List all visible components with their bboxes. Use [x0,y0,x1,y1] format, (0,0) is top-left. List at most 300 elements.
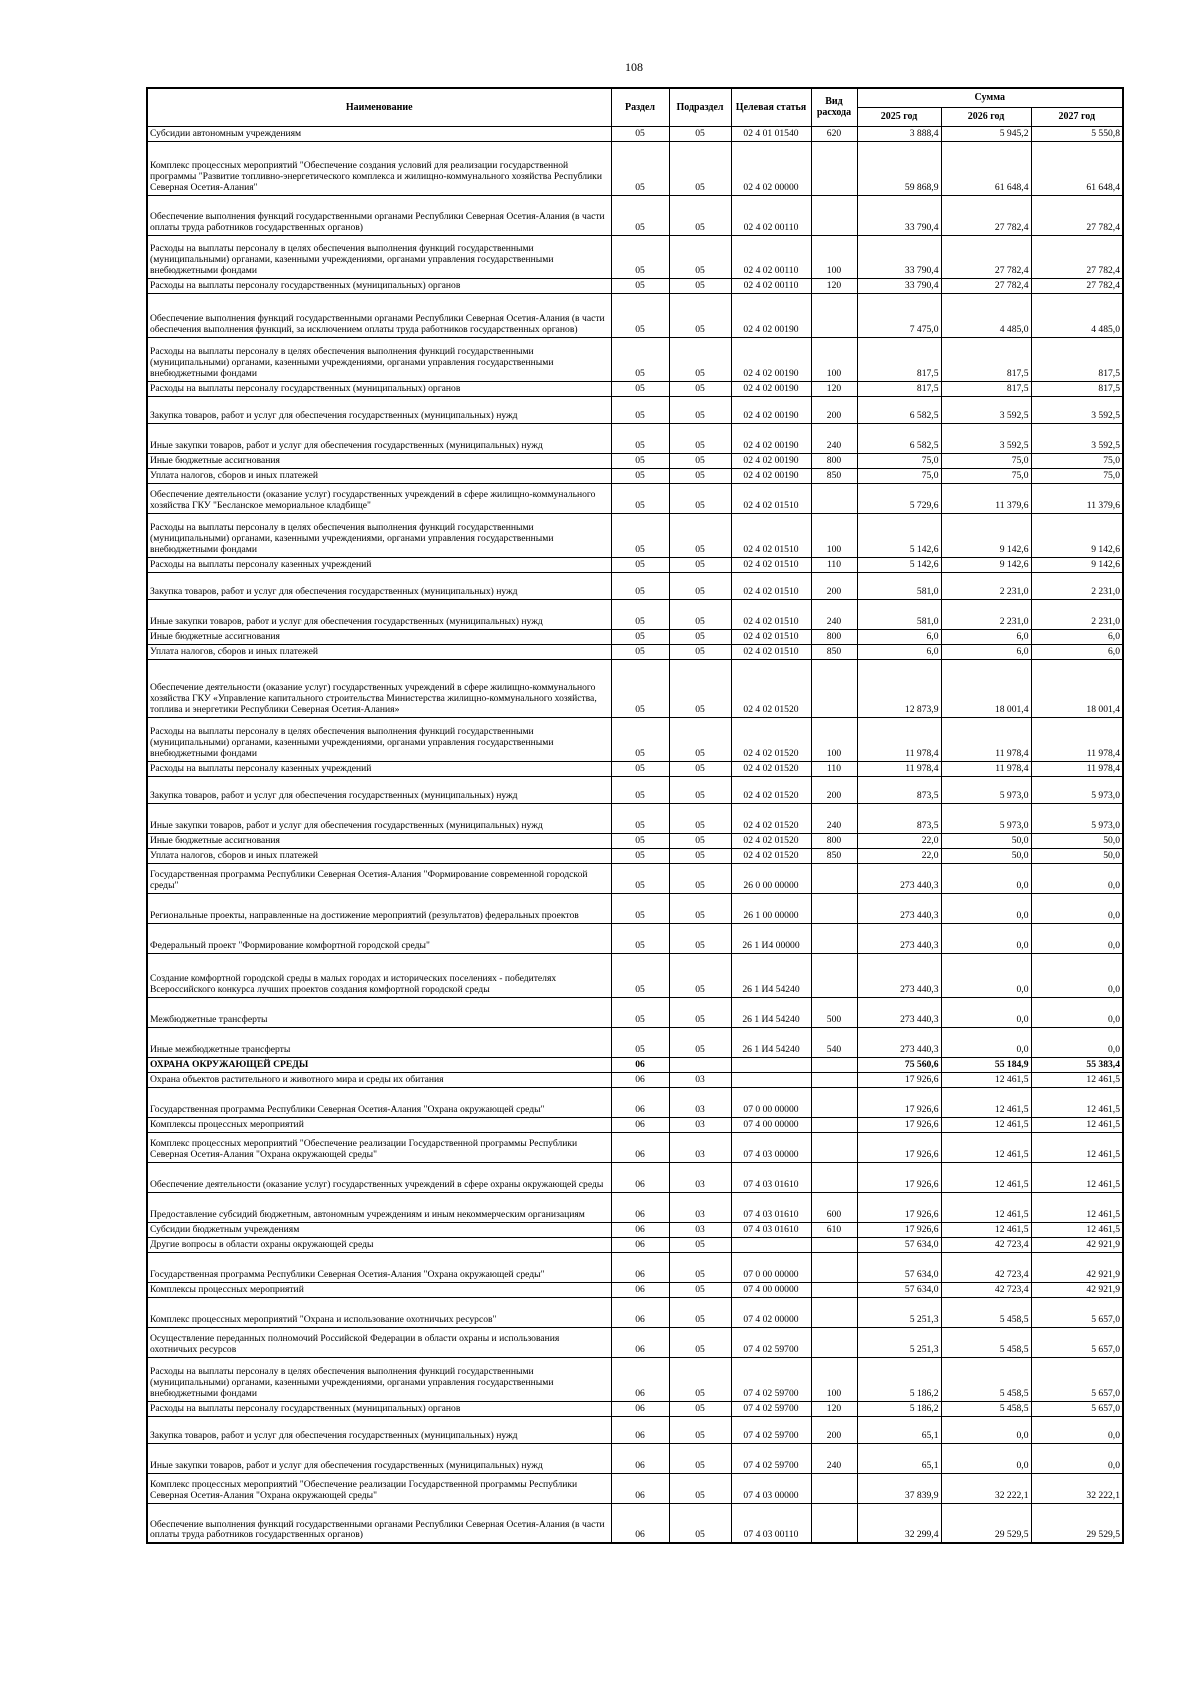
cell-2027: 29 529,5 [1031,1503,1123,1543]
cell-2025: 3 888,4 [857,126,941,141]
cell-section: 05 [611,572,669,599]
cell-name: Расходы на выплаты персоналу в целях обеспечения выполнения функций государственными (муниципальными) органами, казенными учреждениями, органами управления государственными внебюджетными фондами [147,513,611,557]
cell-2027: 817,5 [1031,381,1123,396]
cell-subsection: 05 [669,1473,731,1503]
cell-subsection: 05 [669,1401,731,1416]
cell-name: Расходы на выплаты персоналу в целях обеспечения выполнения функций государственными (муниципальными) органами, казенными учреждениями, органами управления государственными внебюджетными фондами [147,337,611,381]
cell-subsection: 05 [669,1282,731,1297]
cell-section: 05 [611,337,669,381]
cell-2026: 0,0 [941,923,1031,953]
cell-name: Комплекс процессных мероприятий "Обеспечение реализации Государственной программы Республики Северная Осетия-Алания "Охрана окружающей среды" [147,1473,611,1503]
table-row [147,1401,1123,1416]
table-row [147,513,1123,557]
cell-name: ОХРАНА ОКРУЖАЮЩЕЙ СРЕДЫ [147,1057,611,1072]
cell-name: Федеральный проект "Формирование комфортной городской среды" [147,923,611,953]
cell-2026: 11 379,6 [941,483,1031,513]
cell-name: Расходы на выплаты персоналу в целях обеспечения выполнения функций государственными (муниципальными) органами, казенными учреждениями, органами управления государственными внебюджетными фондами [147,1357,611,1401]
cell-section: 05 [611,453,669,468]
cell-2027: 6,0 [1031,629,1123,644]
cell-section: 06 [611,1222,669,1237]
cell-2025: 33 790,4 [857,195,941,235]
cell-type [811,863,857,893]
table-row [147,1222,1123,1237]
cell-2027: 4 485,0 [1031,293,1123,337]
cell-section: 05 [611,644,669,659]
cell-2027: 0,0 [1031,953,1123,997]
cell-2027: 5 657,0 [1031,1297,1123,1327]
cell-subsection: 05 [669,761,731,776]
cell-subsection: 05 [669,848,731,863]
cell-name: Закупка товаров, работ и услуг для обеспечения государственных (муниципальных) нужд [147,572,611,599]
cell-target: 02 4 02 01520 [731,659,811,717]
cell-subsection: 05 [669,141,731,195]
cell-subsection: 05 [669,629,731,644]
table-row [147,659,1123,717]
table-row [147,644,1123,659]
cell-target: 07 4 03 01610 [731,1222,811,1237]
cell-2025: 32 299,4 [857,1503,941,1543]
cell-subsection: 05 [669,293,731,337]
table-row [147,1162,1123,1192]
cell-target: 07 4 03 00110 [731,1503,811,1543]
cell-section: 06 [611,1401,669,1416]
table-row [147,293,1123,337]
cell-subsection: 03 [669,1087,731,1117]
cell-2025: 273 440,3 [857,953,941,997]
cell-type [811,1057,857,1072]
cell-section: 05 [611,761,669,776]
cell-subsection: 03 [669,1222,731,1237]
cell-2026: 0,0 [941,863,1031,893]
cell-2026: 61 648,4 [941,141,1031,195]
cell-section: 06 [611,1297,669,1327]
cell-subsection: 05 [669,923,731,953]
table-row [147,396,1123,423]
cell-type [811,1132,857,1162]
cell-name: Уплата налогов, сборов и иных платежей [147,848,611,863]
cell-target: 02 4 02 00190 [731,468,811,483]
cell-2025: 873,5 [857,803,941,833]
cell-2025: 75 560,6 [857,1057,941,1072]
cell-2027: 27 782,4 [1031,278,1123,293]
cell-subsection: 03 [669,1132,731,1162]
cell-2025: 17 926,6 [857,1132,941,1162]
table-row [147,761,1123,776]
cell-2025: 37 839,9 [857,1473,941,1503]
cell-name: Обеспечение деятельности (оказание услуг) государственных учреждений в сфере жилищно-коммунального хозяйства ГКУ "Бесланское мемориальное кладбище" [147,483,611,513]
cell-2027: 11 978,4 [1031,717,1123,761]
cell-section: 06 [611,1117,669,1132]
cell-2025: 5 729,6 [857,483,941,513]
table-row [147,278,1123,293]
cell-2027: 0,0 [1031,1443,1123,1473]
cell-2026: 5 458,5 [941,1327,1031,1357]
table-row [147,572,1123,599]
cell-subsection [669,1057,731,1072]
cell-section: 05 [611,717,669,761]
cell-section: 06 [611,1357,669,1401]
cell-2027: 0,0 [1031,893,1123,923]
cell-2025: 17 926,6 [857,1117,941,1132]
cell-target: 07 4 00 00000 [731,1117,811,1132]
cell-section: 05 [611,599,669,629]
cell-section: 06 [611,1057,669,1072]
cell-type [811,293,857,337]
cell-section: 06 [611,1416,669,1443]
cell-2025: 65,1 [857,1416,941,1443]
table-body [147,126,1123,1543]
table-row [147,863,1123,893]
cell-name: Предоставление субсидий бюджетным, автономным учреждениям и иным некоммерческим организациям [147,1192,611,1222]
cell-name: Иные закупки товаров, работ и услуг для обеспечения государственных (муниципальных) нужд [147,423,611,453]
cell-2025: 59 868,9 [857,141,941,195]
cell-2026: 5 945,2 [941,126,1031,141]
table-row [147,1327,1123,1357]
table-row [147,557,1123,572]
cell-2027: 12 461,5 [1031,1087,1123,1117]
table-row [147,423,1123,453]
cell-2027: 817,5 [1031,337,1123,381]
table-row [147,453,1123,468]
cell-target: 02 4 02 01510 [731,599,811,629]
cell-name: Комплекс процессных мероприятий "Обеспечение реализации Государственной программы Республики Северная Осетия-Алания "Охрана окружающей среды" [147,1132,611,1162]
cell-section: 06 [611,1443,669,1473]
header-subsection: Подраздел [669,88,731,126]
cell-name: Комплексы процессных мероприятий [147,1117,611,1132]
cell-2027: 9 142,6 [1031,513,1123,557]
cell-2026: 27 782,4 [941,278,1031,293]
cell-name: Иные бюджетные ассигнования [147,629,611,644]
cell-section: 05 [611,278,669,293]
table-row [147,1057,1123,1072]
cell-name: Государственная программа Республики Северная Осетия-Алания "Охрана окружающей среды" [147,1252,611,1282]
cell-2027: 0,0 [1031,863,1123,893]
cell-name: Комплексы процессных мероприятий [147,1282,611,1297]
cell-type [811,953,857,997]
cell-section: 05 [611,483,669,513]
cell-2025: 17 926,6 [857,1222,941,1237]
cell-target: 02 4 02 00190 [731,337,811,381]
table-row [147,1132,1123,1162]
cell-target: 02 4 02 00190 [731,381,811,396]
table-row [147,923,1123,953]
table-row [147,803,1123,833]
cell-2025: 57 634,0 [857,1252,941,1282]
cell-section: 05 [611,953,669,997]
cell-section: 05 [611,423,669,453]
cell-target: 26 1 И4 54240 [731,953,811,997]
table-row [147,776,1123,803]
cell-type [811,1327,857,1357]
cell-section: 05 [611,923,669,953]
cell-2026: 0,0 [941,1416,1031,1443]
cell-section: 05 [611,803,669,833]
cell-2027: 0,0 [1031,923,1123,953]
cell-type: 600 [811,1192,857,1222]
cell-type: 200 [811,396,857,423]
cell-name: Расходы на выплаты персоналу казенных учреждений [147,761,611,776]
cell-target: 02 4 02 01510 [731,644,811,659]
table-row [147,235,1123,278]
cell-section: 06 [611,1327,669,1357]
cell-section: 05 [611,1027,669,1057]
cell-name: Закупка товаров, работ и услуг для обеспечения государственных (муниципальных) нужд [147,1416,611,1443]
cell-type: 110 [811,761,857,776]
table-row [147,997,1123,1027]
cell-subsection: 03 [669,1192,731,1222]
cell-2027: 11 978,4 [1031,761,1123,776]
cell-type: 200 [811,572,857,599]
cell-2025: 273 440,3 [857,997,941,1027]
cell-2026: 18 001,4 [941,659,1031,717]
cell-2027: 3 592,5 [1031,423,1123,453]
cell-subsection: 05 [669,893,731,923]
cell-section: 06 [611,1072,669,1087]
header-sum: Сумма [857,88,1123,107]
cell-target: 26 1 И4 54240 [731,1027,811,1057]
cell-subsection: 05 [669,483,731,513]
cell-2027: 12 461,5 [1031,1117,1123,1132]
cell-2025: 581,0 [857,572,941,599]
cell-subsection: 05 [669,717,731,761]
cell-name: Межбюджетные трансферты [147,997,611,1027]
cell-2027: 5 657,0 [1031,1357,1123,1401]
cell-2025: 17 926,6 [857,1072,941,1087]
table-row [147,717,1123,761]
cell-section: 06 [611,1237,669,1252]
cell-name: Иные бюджетные ассигнования [147,453,611,468]
cell-target: 02 4 02 01510 [731,557,811,572]
cell-2025: 581,0 [857,599,941,629]
cell-type: 240 [811,423,857,453]
cell-type: 100 [811,235,857,278]
cell-subsection: 05 [669,1027,731,1057]
table-row [147,599,1123,629]
cell-name: Расходы на выплаты персоналу в целях обеспечения выполнения функций государственными (муниципальными) органами, казенными учреждениями, органами управления государственными внебюджетными фондами [147,717,611,761]
cell-section: 05 [611,468,669,483]
cell-target [731,1072,811,1087]
cell-name: Региональные проекты, направленные на достижение мероприятий (результатов) федеральных проектов [147,893,611,923]
cell-section: 05 [611,513,669,557]
budget-table [146,87,1124,1544]
cell-type: 800 [811,453,857,468]
cell-name: Обеспечение деятельности (оказание услуг) государственных учреждений в сфере охраны окружающей среды [147,1162,611,1192]
cell-type: 200 [811,1416,857,1443]
cell-2026: 0,0 [941,1443,1031,1473]
cell-name: Уплата налогов, сборов и иных платежей [147,468,611,483]
cell-2026: 42 723,4 [941,1237,1031,1252]
table-row [147,141,1123,195]
cell-2027: 0,0 [1031,997,1123,1027]
cell-type [811,1087,857,1117]
cell-name: Обеспечение выполнения функций государственными органами Республики Северная Осетия-Алания (в части оплаты труда работников государственных органов) [147,195,611,235]
cell-name: Расходы на выплаты персоналу казенных учреждений [147,557,611,572]
cell-2027: 3 592,5 [1031,396,1123,423]
cell-target: 02 4 02 00110 [731,195,811,235]
cell-target: 07 4 02 59700 [731,1443,811,1473]
header-year-2026: 2026 год [941,107,1031,126]
cell-type [811,659,857,717]
cell-type: 200 [811,776,857,803]
cell-type [811,1237,857,1252]
cell-2025: 75,0 [857,468,941,483]
cell-2026: 5 973,0 [941,776,1031,803]
cell-type [811,1473,857,1503]
cell-section: 05 [611,126,669,141]
cell-2027: 5 657,0 [1031,1327,1123,1357]
table-row [147,1237,1123,1252]
cell-type: 110 [811,557,857,572]
cell-subsection: 05 [669,644,731,659]
cell-section: 05 [611,557,669,572]
cell-type: 100 [811,1357,857,1401]
cell-subsection: 05 [669,953,731,997]
table-row [147,953,1123,997]
cell-section: 06 [611,1252,669,1282]
cell-section: 06 [611,1192,669,1222]
cell-2026: 27 782,4 [941,235,1031,278]
cell-subsection: 03 [669,1162,731,1192]
table-row [147,893,1123,923]
cell-2025: 273 440,3 [857,1027,941,1057]
header-type: Вид расхода [811,88,857,126]
cell-target: 07 4 02 59700 [731,1401,811,1416]
cell-target: 02 4 02 00190 [731,396,811,423]
table-row [147,1087,1123,1117]
cell-section: 06 [611,1503,669,1543]
cell-2027: 50,0 [1031,833,1123,848]
cell-2027: 5 973,0 [1031,803,1123,833]
cell-name: Обеспечение деятельности (оказание услуг) государственных учреждений в сфере жилищно-коммунального хозяйства ГКУ «Управление капитального строительства Министерства жилищно-коммунального хозяйства, топлива и энергетики Республики Северная Осетия-Алания» [147,659,611,717]
cell-subsection: 05 [669,599,731,629]
cell-name: Субсидии автономным учреждениям [147,126,611,141]
table-row [147,1297,1123,1327]
cell-2027: 12 461,5 [1031,1162,1123,1192]
cell-2026: 55 184,9 [941,1057,1031,1072]
cell-2025: 7 475,0 [857,293,941,337]
cell-name: Расходы на выплаты персоналу государственных (муниципальных) органов [147,1401,611,1416]
cell-2025: 5 142,6 [857,557,941,572]
cell-2026: 0,0 [941,893,1031,923]
cell-name: Уплата налогов, сборов и иных платежей [147,644,611,659]
cell-subsection: 05 [669,1416,731,1443]
cell-2027: 27 782,4 [1031,235,1123,278]
cell-2027: 61 648,4 [1031,141,1123,195]
table-row [147,1503,1123,1543]
cell-subsection: 03 [669,1072,731,1087]
cell-subsection: 05 [669,1443,731,1473]
cell-type: 800 [811,833,857,848]
cell-2026: 5 458,5 [941,1357,1031,1401]
cell-2026: 12 461,5 [941,1192,1031,1222]
cell-section: 05 [611,893,669,923]
cell-2026: 11 978,4 [941,761,1031,776]
cell-target: 02 4 02 01510 [731,513,811,557]
cell-type: 240 [811,1443,857,1473]
cell-subsection: 05 [669,557,731,572]
cell-type: 100 [811,717,857,761]
cell-2027: 6,0 [1031,644,1123,659]
cell-target: 07 4 02 00000 [731,1297,811,1327]
cell-2025: 33 790,4 [857,278,941,293]
table-row [147,1416,1123,1443]
cell-2025: 873,5 [857,776,941,803]
cell-target: 02 4 02 01520 [731,717,811,761]
page-number: 108 [625,60,643,74]
cell-type [811,483,857,513]
cell-subsection: 05 [669,1237,731,1252]
cell-2025: 273 440,3 [857,923,941,953]
table-row [147,1357,1123,1401]
cell-subsection: 05 [669,1297,731,1327]
cell-type [811,1072,857,1087]
cell-type: 850 [811,468,857,483]
cell-2026: 11 978,4 [941,717,1031,761]
cell-2027: 75,0 [1031,468,1123,483]
cell-2027: 5 657,0 [1031,1401,1123,1416]
cell-subsection: 05 [669,278,731,293]
cell-2026: 12 461,5 [941,1117,1031,1132]
header-year-2027: 2027 год [1031,107,1123,126]
cell-section: 05 [611,381,669,396]
cell-subsection: 05 [669,833,731,848]
cell-2027: 2 231,0 [1031,599,1123,629]
cell-2026: 12 461,5 [941,1132,1031,1162]
cell-2027: 18 001,4 [1031,659,1123,717]
cell-section: 06 [611,1087,669,1117]
cell-subsection: 05 [669,572,731,599]
cell-2026: 75,0 [941,453,1031,468]
cell-2027: 5 973,0 [1031,776,1123,803]
table-row [147,833,1123,848]
cell-2026: 2 231,0 [941,599,1031,629]
cell-name: Иные закупки товаров, работ и услуг для обеспечения государственных (муниципальных) нужд [147,803,611,833]
cell-2027: 12 461,5 [1031,1222,1123,1237]
cell-2026: 29 529,5 [941,1503,1031,1543]
cell-target: 07 0 00 00000 [731,1252,811,1282]
cell-2025: 65,1 [857,1443,941,1473]
cell-section: 05 [611,833,669,848]
cell-target: 02 4 02 00000 [731,141,811,195]
cell-subsection: 05 [669,423,731,453]
cell-section: 05 [611,629,669,644]
cell-2027: 12 461,5 [1031,1192,1123,1222]
cell-target: 07 4 00 00000 [731,1282,811,1297]
cell-name: Охрана объектов растительного и животного мира и среды их обитания [147,1072,611,1087]
cell-2027: 2 231,0 [1031,572,1123,599]
cell-target: 02 4 02 01510 [731,629,811,644]
cell-section: 05 [611,659,669,717]
cell-2026: 9 142,6 [941,557,1031,572]
cell-2027: 55 383,4 [1031,1057,1123,1072]
cell-2026: 817,5 [941,337,1031,381]
table-row [147,337,1123,381]
cell-2026: 12 461,5 [941,1162,1031,1192]
cell-name: Субсидии бюджетным учреждениям [147,1222,611,1237]
cell-2026: 817,5 [941,381,1031,396]
cell-name: Другие вопросы в области охраны окружающей среды [147,1237,611,1252]
cell-name: Комплекс процессных мероприятий "Охрана и использование охотничьих ресурсов" [147,1297,611,1327]
cell-section: 05 [611,293,669,337]
cell-name: Расходы на выплаты персоналу государственных (муниципальных) органов [147,278,611,293]
cell-subsection: 05 [669,468,731,483]
header-section: Раздел [611,88,669,126]
cell-2027: 42 921,9 [1031,1237,1123,1252]
cell-target [731,1057,811,1072]
cell-target: 07 0 00 00000 [731,1087,811,1117]
table-row [147,1192,1123,1222]
cell-2025: 17 926,6 [857,1087,941,1117]
